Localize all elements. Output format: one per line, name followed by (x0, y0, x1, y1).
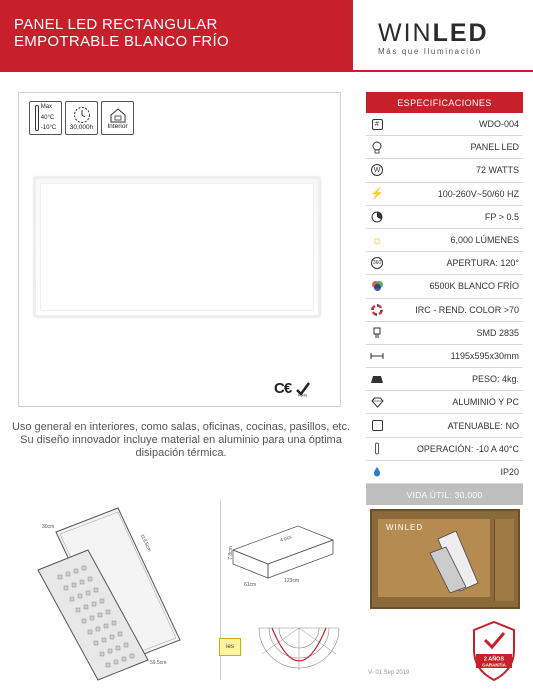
spec-value: 72 WATTS (475, 165, 519, 176)
bulb-icon (372, 141, 382, 154)
spec-row-ip-rating (366, 461, 523, 484)
spec-value: 1195x595x30mm (450, 350, 519, 361)
title-banner (0, 0, 353, 70)
hash-icon: # (372, 119, 383, 130)
box-dimension-drawing (223, 520, 338, 590)
light-distribution-diagram (254, 624, 344, 682)
panel-width-label: 30cm (42, 524, 55, 530)
indoor-icon (101, 101, 134, 135)
header-divider (0, 70, 533, 72)
water-drop-icon (373, 466, 381, 477)
title-line-1: PANEL LED RECTANGULAR (14, 16, 218, 33)
angle-360-icon: 360 (371, 257, 383, 269)
watts-icon: W (371, 164, 383, 176)
spec-value: 6,000 LÚMENES (450, 235, 519, 246)
document-version: V- 01 Sep 2019 (368, 670, 410, 676)
box-length-label: 123cm (284, 578, 300, 584)
svg-text:RoHS: RoHS (298, 393, 308, 397)
spec-row-beam-angle (366, 252, 523, 275)
rohs-check-icon (295, 381, 311, 397)
dimmer-icon: ◌ (372, 420, 383, 431)
spec-value: ALUMINIO Y PC (452, 397, 519, 408)
temp-max-value: 40°C (40, 114, 55, 121)
spec-row-operation (366, 438, 523, 461)
spec-row-dimmable (366, 414, 523, 437)
specifications-table (366, 92, 523, 505)
spec-value: PESO: 4kg. (471, 374, 519, 385)
spec-row-dimensions (366, 345, 523, 368)
title-line-2: EMPOTRABLE BLANCO FRÍO (14, 33, 229, 50)
spec-row-weight (366, 368, 523, 391)
rgb-color-icon (371, 280, 384, 292)
page-title (14, 16, 229, 50)
spec-row-type (366, 136, 523, 159)
warranty-seal-icon (470, 620, 518, 682)
specifications-header: ESPECIFICACIONES (366, 92, 523, 113)
page-header (0, 0, 533, 70)
spec-value: WDO-004 (478, 119, 519, 130)
spec-row-color-temp (366, 275, 523, 298)
spec-value: ATENUABLE: NO (447, 420, 519, 431)
panel-length-label: 119.5cm (138, 533, 153, 553)
spec-value: FP > 0.5 (484, 211, 519, 222)
spec-row-model (366, 113, 523, 136)
led-chip-icon (372, 327, 382, 339)
color-wheel-icon (371, 304, 383, 316)
box-pieces-label: 4 pcs (279, 534, 293, 544)
box-panel-graphic (428, 529, 486, 593)
power-factor-icon (371, 211, 383, 223)
spec-row-material (366, 391, 523, 414)
spec-row-cri (366, 299, 523, 322)
logo-win: WIN (378, 19, 433, 47)
temp-max-label: Max (40, 104, 53, 110)
box-width-label: 61cm (244, 582, 257, 588)
packaging-box-image (370, 509, 520, 609)
technical-drawings (18, 500, 338, 682)
product-image-frame (18, 92, 341, 407)
ce-mark-icon: C€ (274, 380, 292, 397)
spec-row-lumens (366, 229, 523, 252)
spec-value: 6500K BLANCO FRÍO (429, 281, 519, 292)
warranty-line-1: 2 AÑOS (483, 656, 505, 663)
product-description: Uso general en interiores, como salas, oficinas, cocinas, pasillos, etc. Su diseño innovador incluye material en aluminio para una óptima disipación térmica. (11, 421, 351, 459)
hours-icon (65, 101, 98, 135)
spec-value: IRC - REND. COLOR >70 (415, 304, 519, 315)
spec-value: APERTURA: 120° (446, 258, 519, 269)
spec-row-voltage (366, 183, 523, 206)
diamond-icon (371, 397, 384, 408)
winled-logo (378, 20, 518, 60)
spec-value: IP20 (500, 466, 519, 477)
box-height-label: 7.8cm (227, 546, 234, 560)
ruler-icon (370, 352, 384, 360)
led-panel-image (34, 177, 320, 317)
box-front (378, 519, 490, 597)
box-side (494, 519, 514, 601)
temperature-icon (29, 101, 62, 135)
thermometer-icon (374, 442, 380, 455)
hours-label: 30,000h (69, 123, 94, 131)
temp-min-value: -10°C (40, 125, 57, 131)
spec-value: SMD 2835 (476, 327, 519, 338)
panel-bottom-label: 59.5cm (150, 660, 167, 666)
certification-marks (274, 380, 311, 397)
feature-icons (29, 101, 134, 135)
spec-row-chip (366, 322, 523, 345)
ies-label: ies (226, 644, 234, 650)
lightning-icon: ⚡ (370, 188, 384, 201)
lifespan-bar: VIDA ÚTIL: 30,000 (366, 484, 523, 505)
spec-value: OPERACIÓN: -10 A 40°C (416, 443, 519, 454)
warranty-line-2: GARANTÍA (482, 662, 506, 668)
sun-icon: ☼ (371, 233, 383, 248)
indoor-label: Interior (107, 122, 128, 130)
weight-icon (370, 374, 384, 384)
spec-row-power (366, 159, 523, 182)
spec-row-power-factor (366, 206, 523, 229)
box-logo: WINLED (386, 523, 424, 532)
spec-value: 100-260V~50/60 HZ (437, 188, 519, 199)
spec-value: PANEL LED (470, 142, 519, 153)
ies-file-icon (219, 638, 241, 656)
logo-led: LED (432, 19, 489, 47)
logo-tagline: Más que Iluminación (378, 47, 482, 56)
